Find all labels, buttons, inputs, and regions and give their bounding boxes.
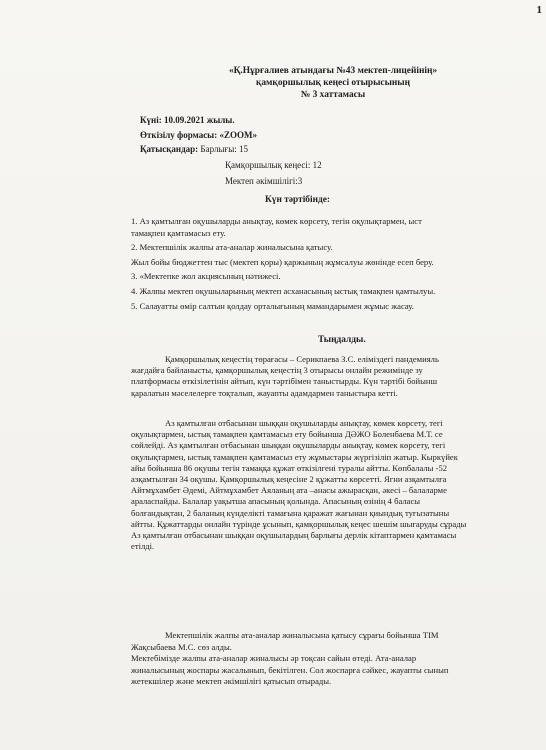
paragraph-line: оқулықтармен, ыстық тамақпен қамтамасыз ету бойынша ДӘЖО Боленбаева М.Т. се — [131, 429, 443, 440]
paragraph-line: етілді. — [131, 541, 155, 552]
paragraph-line: қаралатын мәселелерге тоқталып, жауапты адамдармен таныстыра кетті. — [131, 387, 398, 398]
participants-total: Барлығы: 15 — [198, 144, 248, 154]
paragraph-line: Жақсыбаева М.С. сөз алды. — [131, 641, 232, 652]
meeting-date: Күні: 10.09.2021 жылы. — [140, 115, 235, 125]
participants-label: Қатысқандар: — [140, 144, 199, 154]
paragraph-line: араласпайды. Балалар уақытша апасының қолында. Апасының өзінің 4 баласы — [131, 496, 421, 507]
paragraph-line: оқулықтармен, ыстық тамақпен қамтамасыз ету жұмыстары жүргізіліп жатыр. Кыркүйек — [131, 451, 458, 462]
heard-paragraph-2 — [131, 418, 545, 552]
paragraph-line: Мектепшілік жалпы ата-аналар жиналысына қатысу сұрағы бойынша ТІМ — [165, 630, 439, 640]
paragraph-line: жетекшілер және мектеп әкімшілігі қатысып отырады. — [131, 676, 332, 687]
paragraph-line: жағдайға байланысты, қамқоршылық кеңестің 3 отырысы онлайн режимінде зу — [131, 365, 423, 376]
paragraph-line: жиналысының жоспары жасалынып, бекітілген. Сол жоспарға сәйкес, жауапты сынып — [131, 664, 449, 675]
heard-title: Тыңдалды. — [318, 335, 366, 345]
meeting-format: Өткізілу формасы: «ZOOM» — [140, 130, 257, 140]
paragraph-line: айы бойынша 86 оқушы тегін тамаққа құжат өткізілгені туралы айтты. Көпбалалы -52 — [131, 462, 448, 473]
paragraph-line: платформасы өткізілетінін айтып, күн тәртібімен таныстырды. Күн тәртібі бойынш — [131, 376, 438, 387]
admin-count: Мектеп әкімшілігі:3 — [225, 176, 303, 186]
paragraph-line: сөйлейді. Аз қамтылған отбасынан шыққан оқушыларды анықтау, көмек көрсету, тегі — [131, 440, 446, 451]
protocol-title-line1: «Қ.Нұрғалиев атындағы №43 мектеп-лицейінің» — [228, 66, 438, 76]
agenda-item: Жыл бойы бюджеттен тыс (мектеп қоры) қаржының жұмсалуы жөнінде есеп беру. — [131, 256, 434, 267]
paragraph-line: Аз қамтылған отбасынан шыққан оқушыларды анықтау, көмек көрсету, тегі — [165, 418, 443, 428]
heard-paragraph-1 — [131, 354, 545, 399]
paragraph-line: Мектебімізде жалпы ата-аналар жиналысы әр тоқсан сайын өтеді. Ата-аналар — [131, 653, 417, 664]
paragraph-line: айтты. Құжаттарды онлайн түрінде ұсынып, қамқоршылық кеңес шешім шығаруды сұрады — [131, 518, 467, 529]
paragraph-line: азқамтылған 34 оқушы. Қамқоршылық кеңесіне 2 құжатты көрсетті. Ягни азқамтылға — [131, 474, 447, 485]
council-count: Қамқоршылық кеңесі: 12 — [225, 160, 322, 170]
paragraph-line: Қамқоршылық кеңестің төрағасы – Серикпаева З.С. еліміздегі пандемияль — [165, 354, 439, 364]
protocol-title-line3: № 3 хаттамасы — [300, 90, 366, 100]
agenda-item: 5. Салауатты өмір салтын қолдау орталығының мамандарымен жұмыс жасау. — [131, 300, 414, 311]
paragraph-line: болғандықтан, 2 баланың күнделікті тамағына қаражат жағынан қиындық туғызатыны — [131, 507, 450, 518]
agenda-title: Күн тәртібінде: — [265, 195, 331, 205]
participants-line — [140, 144, 248, 154]
heard-paragraph-3 — [131, 630, 545, 688]
agenda-list — [131, 216, 545, 312]
paragraph-line: Аз қамтылған отбасынан шыққан оқушылардың барлығы дерлік кітаптармен қамтамасы — [131, 530, 457, 541]
agenda-item: 3. «Мектепке жол акциясының нәтижесі. — [131, 271, 281, 282]
protocol-title-line2: қамқоршылық кеңесі отырысының — [255, 78, 411, 88]
agenda-item: тамақпен қамтамасыз ету. — [131, 227, 226, 238]
paragraph-line: Айтмұхамбет Әдемі, Айтмұхамбет Аяланың ата –анасы ажырасқан, әкесі – балаларме — [131, 485, 447, 496]
agenda-item: 2. Мектепшілік жалпы ата-аналар жиналысына қатысу. — [131, 242, 333, 253]
agenda-item: 4. Жалпы мектеп оқушыларының мектеп асханасының ыстық тамақпен қамтылуы. — [131, 285, 436, 296]
page-corner-mark: 1 — [536, 4, 542, 16]
agenda-item: 1. Аз қамтылған оқушыларды анықтау, көмек көрсету, тегін оқулықтармен, ыст — [131, 216, 422, 226]
